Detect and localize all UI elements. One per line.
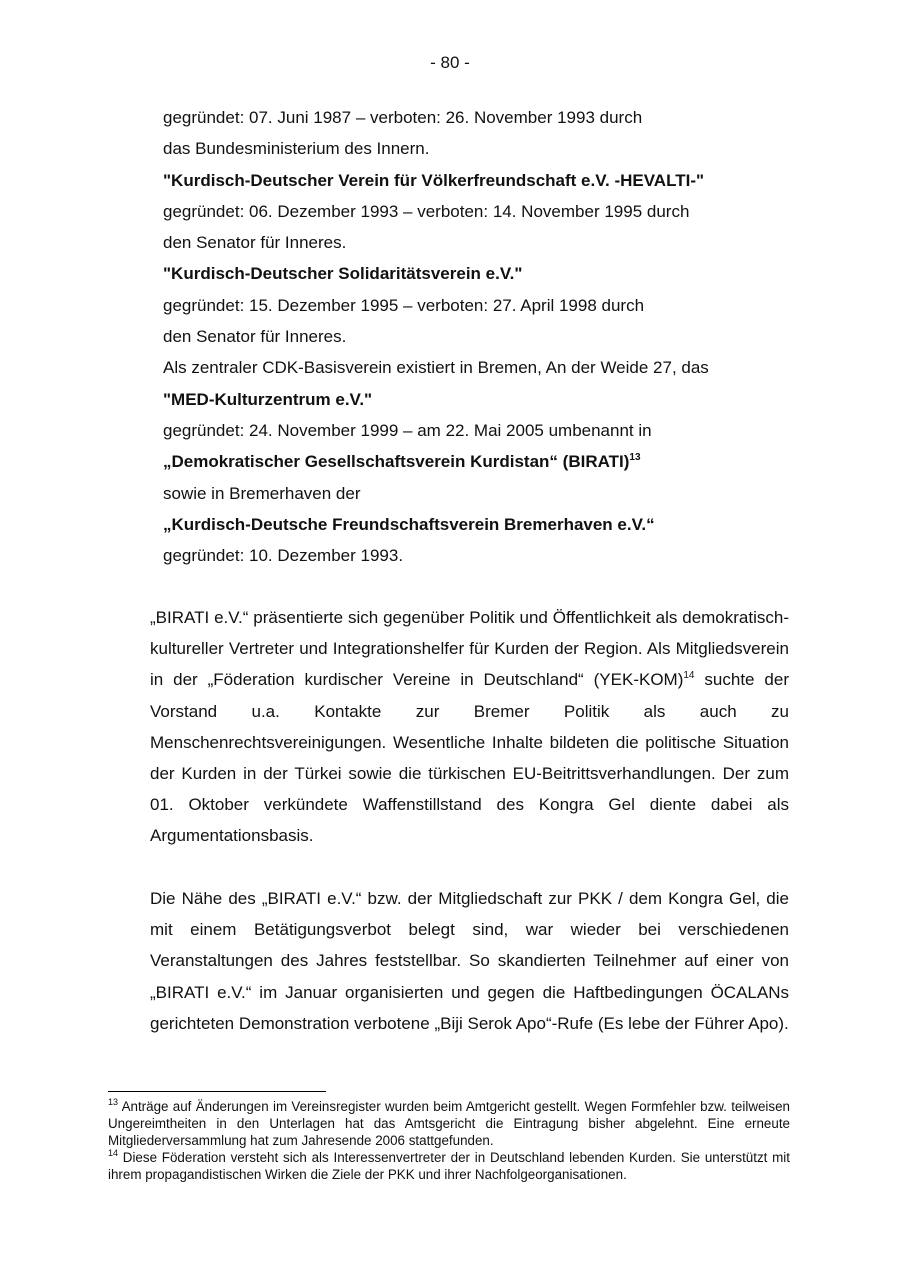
footnote-text: Anträge auf Änderungen im Vereinsregister wurden beim Amtgericht gestellt. Wegen Formfehler bzw. teilweisen Ungereimtheiten in den Unterlagen hat das Amtsgericht die Eintragung bisher abgelehnt. Eine erneute Mitgliederversammlung hat zum Jahresende 2006 stattgefunden. [108,1099,790,1148]
association-list [163,102,803,571]
list-line-text: den Senator für Inneres. [163,233,347,253]
list-line-text: gegründet: 15. Dezember 1995 – verboten: 27. April 1998 durch [163,295,645,315]
list-line-text: "Kurdisch-Deutscher Verein für Völkerfreundschaft e.V. -HEVALTI-" [163,170,705,190]
list-line [163,540,803,571]
list-line-text: gegründet: 07. Juni 1987 – verboten: 26. November 1993 durch [163,108,643,127]
list-line [163,290,803,321]
list-line [163,478,803,509]
paragraph-text: Die Nähe des „BIRATI e.V.“ bzw. der Mitgliedschaft zur PKK / dem Kongra Gel, die mit einem Betätigungsverbot belegt sind, war wieder bei verschiedenen Veranstaltungen des Jahres feststellbar. So skandierten Teilnehmer auf einer von „BIRATI e.V.“ im Januar organisierten und gegen die Haftbedingungen ÖCALANs gerichteten Demonstration verbotene „Biji Serok Apo“-Rufe (Es lebe der Führer Apo). [150,889,789,1033]
association-name [163,384,803,415]
list-line [163,102,803,133]
list-line-text: „Kurdisch-Deutsche Freundschaftsverein Bremerhaven e.V.“ [163,514,655,534]
list-line-text: Als zentraler CDK-Basisverein existiert in Bremen, An der Weide 27, das [163,358,709,378]
footnote-text: Diese Föderation versteht sich als Interessenvertreter der in Deutschland lebenden Kurden. Sie unterstützt mit ihrem propagandistischen Wirken die Ziele der PKK und ihrer Nachfolgeorganisationen. [108,1150,790,1182]
association-name [163,446,803,477]
list-line-text: sowie in Bremerhaven der [163,483,361,503]
list-line [163,196,803,227]
footnote-14 [108,1149,790,1183]
footnote-ref[interactable]: 14 [683,669,695,681]
list-line-text: „Demokratischer Gesellschaftsverein Kurdistan“ (BIRATI) [163,452,630,472]
footnote-13 [108,1098,790,1149]
list-line [163,415,803,446]
footnotes [108,1098,790,1183]
list-line-text: das Bundesministerium des Innern. [163,139,430,159]
list-line-text: gegründet: 10. Dezember 1993. [163,546,404,566]
list-line-text: gegründet: 24. November 1999 – am 22. Mai 2005 umbenannt in [163,420,652,440]
list-line-text: den Senator für Inneres. [163,327,347,347]
association-name [163,509,803,540]
list-line [163,352,803,383]
list-line-text: "Kurdisch-Deutscher Solidaritätsverein e.V." [163,264,523,284]
paragraph-text: suchte der Vorstand u.a. Kontakte zur Bremer Politik als auch zu Menschenrechtsvereinigungen. Wesentliche Inhalte bildeten die politische Situation der Kurden in der Türkei sowie die türkischen EU-Beitrittsverhandlungen. Der zum 01. Oktober verkündete Waffenstillstand des Kongra Gel diente dabei als Argumentationsbasis. [150,670,789,846]
footnote-number: 14 [108,1147,119,1158]
paragraph-pkk-proximity [150,883,789,1039]
footnote-separator [108,1091,326,1092]
association-name [163,258,803,289]
list-line-text: gegründet: 06. Dezember 1993 – verboten: 14. November 1995 durch [163,201,690,221]
association-name [163,165,803,196]
paragraph-text: „BIRATI e.V.“ präsentierte sich gegenüber Politik und Öffentlichkeit als demokratisch-kultureller Vertreter und Integrationshelfer für Kurden der Region. Als Mitgliedsverein in der „Föderation kurdischer Vereine in Deutschland“ (YEK-KOM) [150,608,789,690]
footnote-number: 13 [108,1096,119,1107]
paragraph-birati-presentation [150,602,789,852]
list-line [163,321,803,352]
list-line [163,133,803,164]
list-line-text: "MED-Kulturzentrum e.V." [163,389,373,409]
list-line [163,227,803,258]
page-number: - 80 - [430,53,470,72]
footnote-ref[interactable]: 13 [629,451,641,463]
